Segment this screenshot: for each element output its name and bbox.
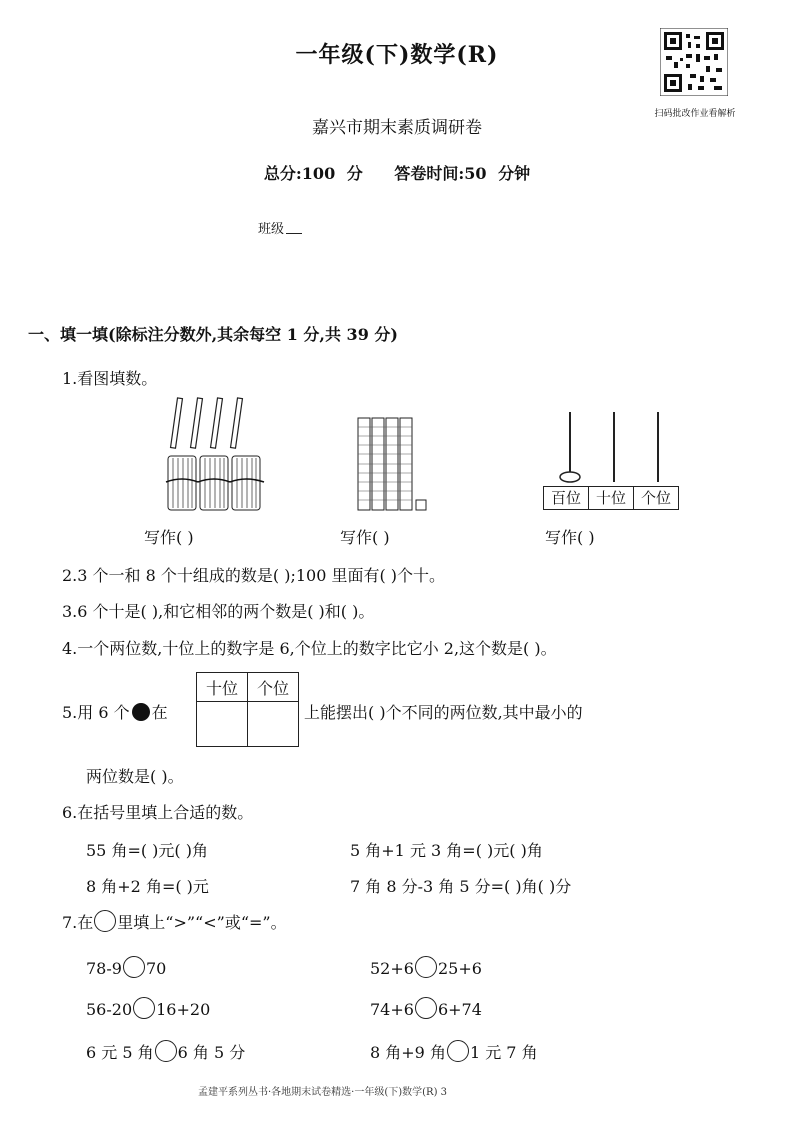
- q7-item-5-left: 6 元 5 角: [86, 1043, 154, 1062]
- q7-item-4-right: 6+74: [437, 1000, 482, 1019]
- q7-item-2: [370, 956, 482, 978]
- q6-item-2[interactable]: 5 角+1 元 3 角=( )元( )角: [350, 841, 543, 860]
- exam-time: 答卷时间:50 分钟: [394, 164, 531, 183]
- exam-subtitle: 嘉兴市期末素质调研卷: [312, 118, 482, 138]
- q7-item-3-right: 16+20: [156, 1000, 211, 1019]
- abacus-label-tens: 十位: [589, 486, 634, 510]
- exam-meta: [0, 161, 794, 184]
- answer-circle[interactable]: [133, 997, 155, 1019]
- page-title: 一年级(下)数学(R): [295, 42, 499, 68]
- q7-item-1-left: 78-9: [86, 959, 122, 978]
- qr-code-icon[interactable]: [660, 28, 728, 96]
- q1-write-1[interactable]: 写作( ): [144, 528, 194, 547]
- q1-write-2[interactable]: 写作( ): [340, 528, 390, 547]
- q1-write-3[interactable]: 写作( ): [545, 528, 595, 547]
- q7-item-6: [370, 1040, 538, 1063]
- table-header-ones: 个位: [248, 673, 299, 702]
- q3-text: 3.6 个十是( ),和它相邻的两个数是( )和( )。: [62, 602, 375, 621]
- abacus-rods-figure: [540, 410, 690, 486]
- abacus-label-hundreds: 百位: [543, 486, 589, 510]
- q6-item-4[interactable]: 7 角 8 分-3 角 5 分=( )角( )分: [350, 877, 572, 896]
- q7-prompt: [62, 910, 287, 933]
- q7-item-6-left: 8 角+9 角: [370, 1043, 446, 1062]
- abacus-label-ones: 个位: [634, 486, 679, 510]
- q7-item-4: [370, 997, 482, 1019]
- q7-item-5: [86, 1040, 245, 1063]
- q7-item-6-right: 1 元 7 角: [469, 1043, 538, 1062]
- q7-item-2-right: 25+6: [437, 959, 482, 978]
- q5-text-a: 5.用 6 个: [62, 703, 130, 722]
- tens-cell[interactable]: [197, 702, 248, 747]
- q7-item-2-left: 52+6: [370, 959, 414, 978]
- q7-item-1: [86, 956, 166, 978]
- table-header-tens: 十位: [197, 673, 248, 702]
- q5-line-1: [62, 700, 168, 723]
- q7-text-b: 里填上“>”“<”或“=”。: [117, 913, 287, 932]
- class-field-line: [286, 233, 302, 234]
- page-footer: 孟建平系列丛书·各地期末试卷精选·一年级(下)数学(R) 3: [198, 1087, 448, 1098]
- q7-item-5-right: 6 角 5 分: [177, 1043, 246, 1062]
- section-1-heading: 一、填一填(除标注分数外,其余每空 1 分,共 39 分): [28, 325, 398, 344]
- answer-circle[interactable]: [155, 1040, 177, 1062]
- abacus-labels: [543, 486, 679, 510]
- empty-circle-icon: [94, 910, 116, 932]
- answer-circle[interactable]: [415, 997, 437, 1019]
- answer-circle[interactable]: [123, 956, 145, 978]
- class-label: 班级: [258, 222, 285, 237]
- ones-cell[interactable]: [248, 702, 299, 747]
- q2-text: 2.3 个一和 8 个十组成的数是( );100 里面有( )个十。: [62, 566, 446, 585]
- total-score: 总分:100 分: [263, 164, 363, 183]
- place-value-table: [196, 672, 299, 747]
- q6-item-3[interactable]: 8 角+2 角=( )元: [86, 877, 209, 896]
- cube-columns-figure: [354, 414, 454, 514]
- q7-item-4-left: 74+6: [370, 1000, 414, 1019]
- black-bead-icon: [132, 703, 150, 721]
- q6-item-1[interactable]: 55 角=( )元( )角: [86, 841, 208, 860]
- answer-circle[interactable]: [447, 1040, 469, 1062]
- q1-prompt: 1.看图填数。: [62, 369, 158, 388]
- stick-bundles-figure: [160, 396, 270, 516]
- q4-text: 4.一个两位数,十位上的数字是 6,个位上的数字比它小 2,这个数是( )。: [62, 639, 557, 658]
- q7-item-1-right: 70: [145, 959, 167, 978]
- q7-text-a: 7.在: [62, 913, 94, 932]
- q7-item-3: [86, 997, 210, 1019]
- qr-caption: 扫码批改作业看解析: [654, 109, 736, 119]
- answer-circle[interactable]: [415, 956, 437, 978]
- q7-item-3-left: 56-20: [86, 1000, 133, 1019]
- q5-text-c: 上能摆出( )个不同的两位数,其中最小的: [304, 703, 583, 722]
- q6-prompt: 6.在括号里填上合适的数。: [62, 803, 254, 822]
- q5-text-d: 两位数是( )。: [86, 767, 184, 786]
- q5-text-b: 在: [151, 703, 168, 722]
